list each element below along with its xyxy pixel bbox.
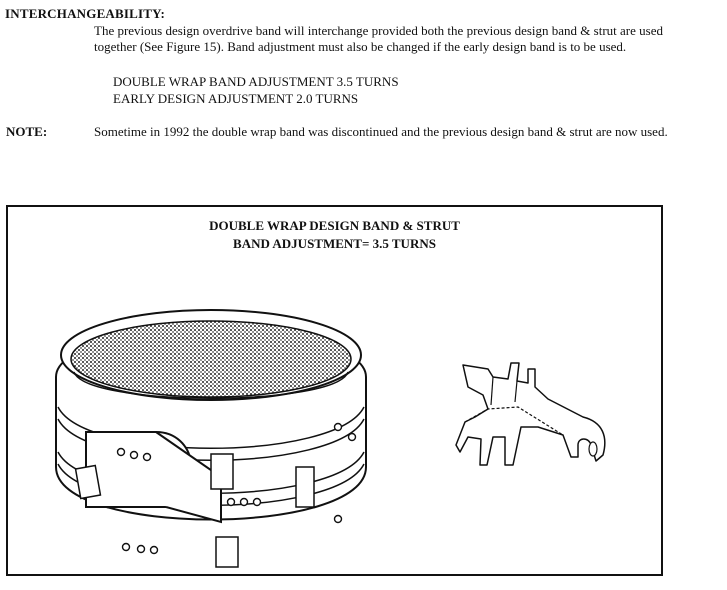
- note-text: Sometime in 1992 the double wrap band was discontinued and the previous design band & strut are now used.: [94, 124, 668, 139]
- interchangeability-paragraph: The previous design overdrive band will interchange provided both the previous design band & strut are used together (See Figure 15). Band adjustment must also be changed if the early design band is to be used.: [94, 23, 663, 54]
- figure-subtitle: BAND ADJUSTMENT= 3.5 TURNS: [233, 236, 436, 251]
- figure-title: DOUBLE WRAP DESIGN BAND & STRUT: [209, 218, 460, 233]
- section-heading: INTERCHANGEABILITY:: [5, 6, 166, 21]
- note-label: NOTE:: [6, 124, 48, 139]
- double-wrap-adjustment-spec: DOUBLE WRAP BAND ADJUSTMENT 3.5 TURNS: [113, 74, 399, 89]
- strut-icon: [453, 357, 628, 472]
- figure-frame: [6, 205, 663, 576]
- double-wrap-band-icon: [46, 257, 376, 577]
- early-design-adjustment-spec: EARLY DESIGN ADJUSTMENT 2.0 TURNS: [113, 91, 359, 106]
